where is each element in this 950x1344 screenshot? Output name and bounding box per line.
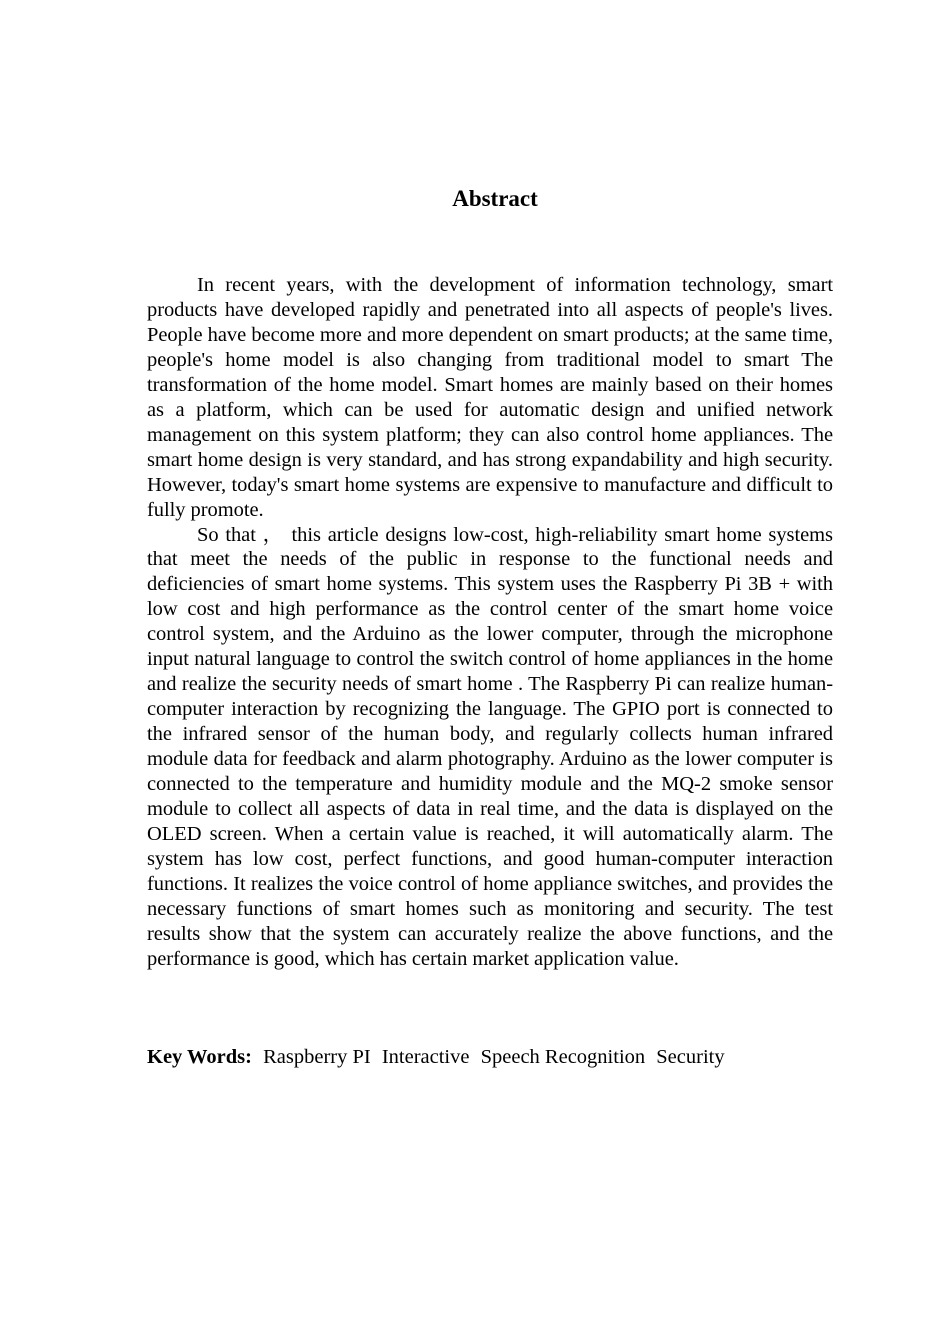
page-title: Abstract bbox=[452, 186, 538, 211]
keyword-item: Interactive bbox=[381, 1046, 470, 1068]
keyword-item: Raspberry PI bbox=[263, 1046, 371, 1068]
keywords-line bbox=[147, 1045, 867, 1070]
keywords-label: Key Words: bbox=[147, 1046, 252, 1068]
abstract-body bbox=[147, 273, 833, 972]
abstract-paragraph-1: In recent years, with the development of information technology, smart products have developed rapidly and penetrated into all aspects of people's lives. People have become more and more dependent on smart products; at the same time, people's home model is also changing from traditional model to smart The transformation of the home model. Smart homes are mainly based on their homes as a platform, which can be used for automatic design and unified network management on this system platform; they can also control home appliances. The smart home design is very standard, and has strong expandability and high security. However, today's smart home systems are expensive to manufacture and difficult to fully promote. bbox=[147, 274, 833, 521]
abstract-paragraph-2: So that ， this article designs low-cost, high-reliability smart home systems that meet the needs of the public in response to the functional needs and deficiencies of smart home systems. This system uses the Raspberry Pi 3B + with low cost and high performance as the control center of the smart home voice control system, and the Arduino as the lower computer, through the microphone input natural language to control the switch control of home appliances in the home and realize the security needs of smart home . The Raspberry Pi can realize human-computer interaction by recognizing the language. The GPIO port is connected to the infrared sensor of the human body, and regularly collects human infrared module data for feedback and alarm photography. Arduino as the lower computer is connected to the temperature and humidity module and the MQ-2 smoke sensor module to collect all aspects of data in real time, and the data is displayed on the OLED screen. When a certain value is reached, it will automatically alarm. The system has low cost, perfect functions, and good human-computer interaction functions. It realizes the voice control of home appliance switches, and provides the necessary functions of smart homes such as monitoring and security. The test results show that the system can accurately realize the above functions, and the performance is good, which has certain market application value. bbox=[147, 523, 833, 970]
keyword-item: Security bbox=[656, 1046, 725, 1068]
keyword-item: Speech Recognition bbox=[480, 1046, 646, 1068]
